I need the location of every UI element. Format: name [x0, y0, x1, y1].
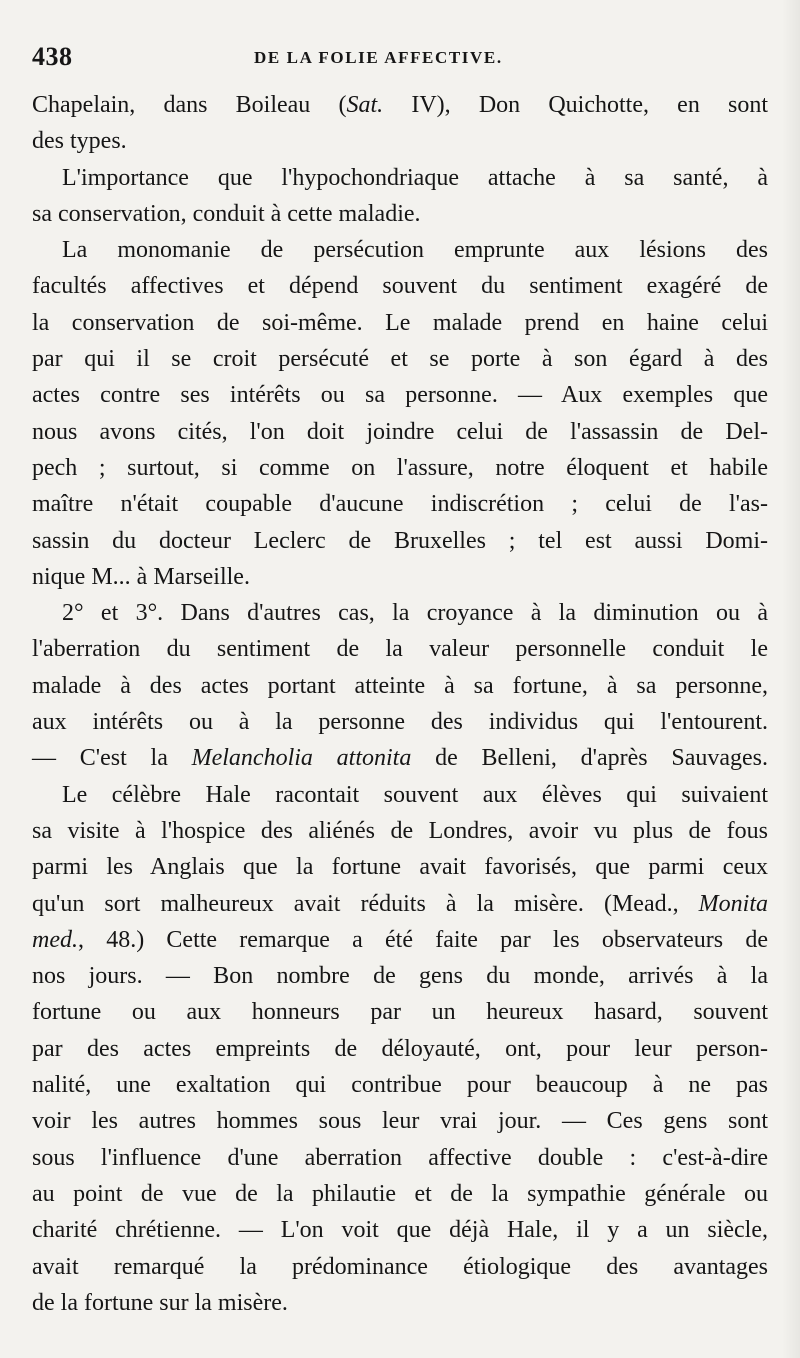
- text-line: pech ; surtout, si comme on l'assure, notre éloquent et habile: [32, 454, 768, 481]
- text-line: sa conservation, conduit à cette maladie.: [32, 200, 421, 227]
- text-line: fortune ou aux honneurs par un heureux hasard, souvent: [32, 999, 768, 1026]
- text-line: 2° et 3°. Dans d'autres cas, la croyance à la diminution ou à: [62, 600, 768, 627]
- text-line: l'aberration du sentiment de la valeur personnelle conduit le: [32, 636, 768, 663]
- text-line: sous l'influence d'une aberration affective double : c'est-à-dire: [32, 1144, 768, 1171]
- text-line: nalité, une exaltation qui contribue pour beaucoup à ne pas: [32, 1072, 768, 1099]
- text-line: actes contre ses intérêts ou sa personne. — Aux exemples que: [32, 382, 768, 409]
- text-line: par des actes empreints de déloyauté, ont, pour leur person-: [32, 1035, 768, 1062]
- page-edge-shadow: [782, 0, 800, 1358]
- text-line: au point de vue de la philautie et de la sympathie générale ou: [32, 1180, 768, 1207]
- text-line: sa visite à l'hospice des aliénés de Londres, avoir vu plus de fous: [32, 817, 768, 844]
- text-line: maître n'était coupable d'aucune indiscrétion ; celui de l'as-: [32, 491, 768, 518]
- text-line: qu'un sort malheureux avait réduits à la misère. (Mead., Monita: [32, 890, 768, 917]
- page-header: [32, 40, 768, 74]
- text-line: avait remarqué la prédominance étiologique des avantages: [32, 1253, 768, 1280]
- text-line: voir les autres hommes sous leur vrai jour. — Ces gens sont: [32, 1108, 768, 1135]
- text-line: de la fortune sur la misère.: [32, 1289, 288, 1316]
- text-line: charité chrétienne. — L'on voit que déjà Hale, il y a un siècle,: [32, 1217, 768, 1244]
- running-title: DE LA FOLIE AFFECTIVE.: [254, 48, 503, 67]
- text-line: med., 48.) Cette remarque a été faite par les observateurs de: [32, 926, 768, 953]
- text-line: par qui il se croit persécuté et se porte à son égard à des: [32, 346, 768, 373]
- page-number: 438: [32, 42, 73, 71]
- text-line: la conservation de soi-même. Le malade prend en haine celui: [32, 309, 768, 336]
- text-line: La monomanie de persécution emprunte aux lésions des: [62, 237, 768, 264]
- text-line: Chapelain, dans Boileau (Sat. IV), Don Quichotte, en sont: [32, 92, 769, 118]
- text-line: malade à des actes portant atteinte à sa fortune, à sa personne,: [32, 672, 768, 699]
- text-line: nous avons cités, l'on doit joindre celui de l'assassin de Del-: [32, 418, 768, 445]
- text-line: aux intérêts ou à la personne des individus qui l'entourent.: [32, 709, 768, 736]
- body-text: [32, 87, 768, 1321]
- text-line: L'importance que l'hypochondriaque attache à sa santé, à: [62, 164, 768, 191]
- text-line: Le célèbre Hale racontait souvent aux élèves qui suivaient: [62, 781, 768, 808]
- text-line: nique M... à Marseille.: [32, 563, 250, 590]
- text-line: des types.: [32, 128, 127, 155]
- text-line: facultés affectives et dépend souvent du sentiment exagéré de: [32, 273, 768, 300]
- text-line: — C'est la Melancholia attonita de Belleni, d'après Sauvages.: [32, 745, 768, 772]
- text-line: nos jours. — Bon nombre de gens du monde, arrivés à la: [32, 963, 768, 990]
- text-line: parmi les Anglais que la fortune avait favorisés, que parmi ceux: [32, 854, 768, 881]
- text-line: sassin du docteur Leclerc de Bruxelles ; tel est aussi Domi-: [32, 527, 768, 554]
